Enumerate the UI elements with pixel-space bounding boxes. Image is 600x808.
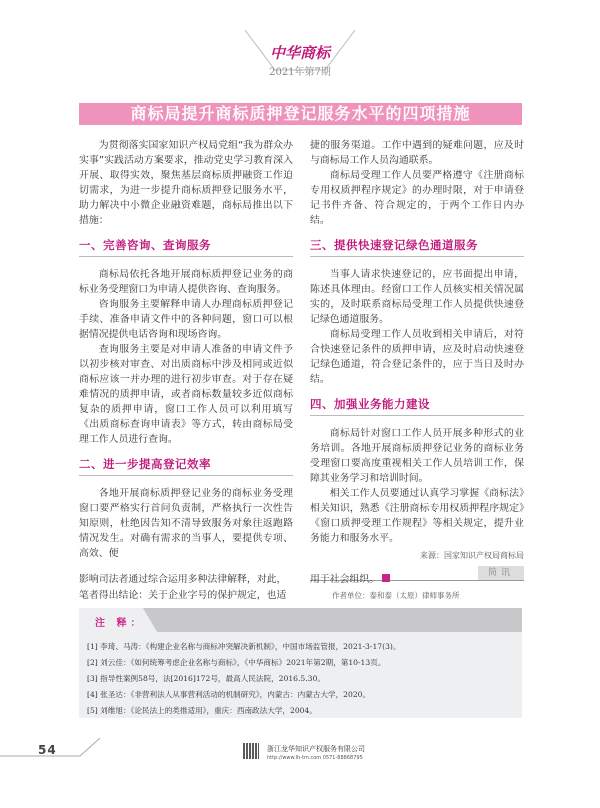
paragraph: 咨询服务主要解释申请人办理商标质押登记手续、准备申请文件中的各种问题，窗口可以根据情况提供电话咨询和现场咨询。	[79, 299, 293, 340]
right-column	[310, 138, 524, 581]
paragraph: 查询服务主要是对申请人准备的申请文件予以初步核对审查、对出质商标中涉及相同或近似商标应该一并办理的进行初步审查。对于存在疑难情况的质押申请，或者商标数量较多近似商标复杂的质押申请，窗口工作人员可以利用填写《出质商标查询申请表》等方式，转由商标局受理工作人员进行查询。	[79, 344, 293, 445]
section-heading-1: 一、完善咨询、查询服务	[79, 238, 293, 257]
magazine-brand: 中华商标	[269, 44, 330, 62]
qr-code-icon	[243, 743, 259, 759]
section-heading-2: 二、进一步提高登记效率	[79, 457, 293, 476]
intro-paragraph: 为贯彻落实国家知识产权局党组“我为群众办实事”实践活动方案要求，推动党史学习教育深入开展、取得实效，聚焦基层商标质押融资工作迫切需求，为进一步提升商标质押登记服务水平，助力解决中小微企业融资难题，商标局推出以下措施：	[79, 140, 293, 226]
page-number: 54	[38, 743, 57, 757]
article-title: 商标局提升商标质押登记服务水平的四项措施	[79, 103, 522, 125]
company-contact: http://www.lh-tm.com 0571-88868795	[267, 755, 363, 761]
end-text: 用于社会组织。	[310, 574, 380, 585]
paragraph: 商标局针对窗口工作人员开展多种形式的业务培训。各地开展商标质押登记业务的商标业务受理窗口要高度重视相关工作人员培训工作，保障其业务学习和培训时间。	[310, 428, 524, 484]
notes-box	[79, 608, 522, 718]
paragraph: 商标局受理工作人员要严格遵守《注册商标专用权质押程序规定》的办理时限，对于申请登记书件齐备、符合规定的，于两个工作日内办结。	[310, 170, 524, 226]
company-name: 浙江龙华知识产权服务有限公司	[267, 745, 365, 753]
issue-number: 2021年第7期	[269, 67, 331, 78]
notes-label: 注 释：	[95, 618, 145, 629]
note-item: [5] 刘维旭：《论民法上的类推适用》，重庆：西南政法大学，2004。	[87, 706, 317, 715]
source-note: 来源：国家知识产权局商标局	[420, 551, 524, 560]
note-item: [3] 指导性案例58号，法[2016]172号，最高人民法院，2016.5.30。	[87, 674, 325, 683]
paragraph: 相关工作人员要通过认真学习掌握《商标法》相关知识，熟悉《注册商标专用权质押程序规定》《窗口质押受理工作规程》等相关规定，提升业务能力和服务水平。	[310, 488, 524, 544]
paragraph: 当事人请求快速登记的，应书面提出申请，陈述具体理由。经窗口工作人员核实相关情况属实的，及时联系商标局受理工作人员提供快速登记绿色通道服务。	[310, 269, 524, 325]
paragraph: 商标局受理工作人员收到相关申请后，对符合快速登记条件的质押申请，应及时启动快速登记绿色通道，符合登记条件的，应于当日及时办结。	[310, 329, 524, 385]
brief-label: 简讯	[478, 566, 524, 580]
left-column	[79, 138, 293, 561]
note-item: [1] 李琦、马涛：《构建企业名称与商标冲突解决新机制》，中国市场监管报，2021-3-17(3)。	[87, 642, 401, 651]
author-affiliation: 作者单位：泰和泰（太原）律师事务所	[332, 591, 460, 600]
note-item: [4] 张圣达：《非营利法人从事营利活动的机制研究》，内蒙古：内蒙古大学，2020。	[87, 690, 371, 699]
paragraph: 各地开展商标质押登记业务的商标业务受理窗口要严格实行首问负责制，严格执行一次性告知原则，杜绝因告知不清导致服务对象往返跑路情况发生。对确有需求的当事人，要提供专项、高效、便	[79, 488, 293, 559]
notes-list	[87, 639, 400, 719]
paragraph: 捷的服务渠道。工作中遇到的疑难问题，应及时与商标局工作人员沟通联系。	[310, 140, 524, 166]
note-item: [2] 刘云佳：《如何统筹考虑企业名称与商标》，《中华商标》2021年第2期，第10-13页。	[87, 658, 386, 667]
section-heading-4: 四、加强业务能力建设	[310, 397, 524, 416]
paragraph: 商标局依托各地开展商标质押登记业务的商标业务受理窗口为申请人提供咨询、查询服务。	[79, 269, 293, 295]
section-heading-3: 三、提供快速登记绿色通道服务	[310, 238, 524, 257]
continued-text-end	[310, 572, 390, 588]
end-mark-icon	[382, 574, 390, 582]
continued-text: 影响司法者通过综合运用多种法律解释，对此，笔者得出结论：关于企业字号的保护规定，也适	[79, 574, 287, 601]
